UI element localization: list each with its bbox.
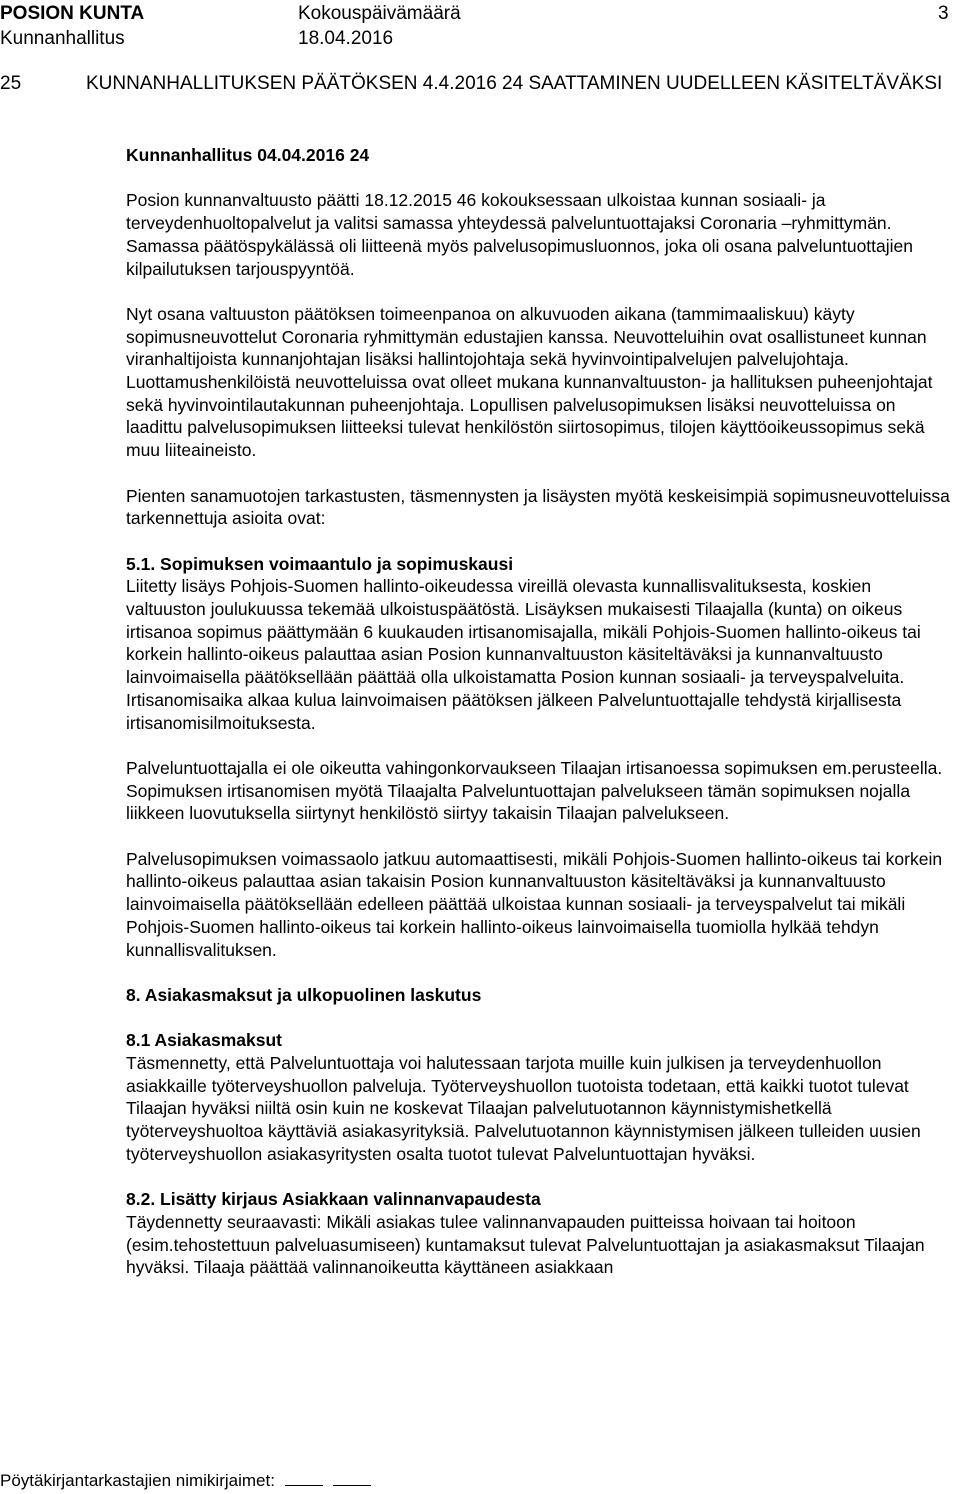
meeting-date-label: Kokouspäivämäärä <box>298 3 461 24</box>
subsection-heading: 8.1 Asiakasmaksut <box>126 1030 282 1051</box>
section-heading <box>0 72 960 122</box>
page-footer <box>0 1470 960 1494</box>
paragraph: Palvelusopimuksen voimassaolo jatkuu automaattisesti, mikäli Pohjois-Suomen hallinto-oikeus tai korkein hallinto-oikeus palauttaa asian takaisin Posion kunnanvaltuuston käsiteltäväksi ja kunnanvaltuusto lainvoimaisella päätöksellään edelleen päättää ulkoistaa kunnan sosiaali- ja terveyspalvelut tai mikäli Pohjois-Suomen hallinto-oikeus tai korkein hallinto-oikeus lainvoimaisella tuomiolla hylkää tehdyn kunnallisvalituksen. <box>126 848 943 960</box>
section-title: KUNNANHALLITUKSEN PÄÄTÖKSEN 4.4.2016 24 SAATTAMINEN UUDELLEEN KÄSITELTÄVÄKSI <box>86 73 943 94</box>
paragraph: Posion kunnanvaltuusto päätti 18.12.2015 46 kokouksessaan ulkoistaa kunnan sosiaali- ja terveydenhuoltopalvelut ja valitsi samassa yhteydessä palveluntuottajaksi Coronaria –ryhmittymän. Samassa päätöspykälässä oli liitteenä myös palvelusopimusluonnos, joka oli osana palveluntuottajien kilpailutuksen tarjouspyyntöä. <box>126 190 913 279</box>
paragraph: Täsmennetty, että Palveluntuottaja voi halutessaan tarjota muille kuin julkisen ja terveydenhuollon asiakkaille työterveyshuollon palveluja. Työterveyshuollon tuotoista todetaan, että kaikki tuotot tulevat Tilaajan hyväksi niiltä osin kuin ne koskevat Tilaajan palvelutuotannon käynnistymishetkellä työterveyshuoltoa käyttäviä asiakasyrityksiä. Palvelutuotannon käynnistymisen jälkeen tulleiden uusien työterveyshuollon asiakasyritysten osalta tuotot tulevat Palveluntuottajan hyväksi. <box>126 1053 921 1164</box>
body-name: Kunnanhallitus <box>0 28 125 49</box>
subsection-heading: 8.2. Lisätty kirjaus Asiakkaan valinnanvapaudesta <box>126 1189 541 1210</box>
meeting-date: 18.04.2016 <box>298 28 394 49</box>
paragraph: Palveluntuottajalla ei ole oikeutta vahingonkorvaukseen Tilaajan irtisanoessa sopimuksen em.perusteella. Sopimuksen irtisanomisen myötä Tilaajalta Palveluntuottajan palvelukseen tämän sopimuksen nojalla liikkeen luovutuksella siirtynyt henkilöstö siirtyy takaisin Tilaajan palvelukseen. <box>126 757 943 824</box>
initials-label: Pöytäkirjantarkastajien nimikirjaimet: <box>0 1471 275 1490</box>
paragraph: Liitetty lisäys Pohjois-Suomen hallinto-oikeudessa vireillä olevasta kunnallisvalituksesta, koskien valtuuston joulukuussa tekemää ulkoistuspäätöstä. Lisäyksen mukaisesti Tilaajalla (kunta) on oikeus irtisanoa sopimus päättymään 6 kuukauden irtisanomisajalla, mikäli Pohjois-Suomen hallinto-oikeus tai korkein hallinto-oikeus palauttaa asian Posion kunnanvaltuuston käsiteltäväksi ja kunnanvaltuusto lainvoimaisella päätöksellään päättää olla ulkoistamatta Posion kunnan sosiaali- ja terveyspalveluita. Irtisanomisaika alkaa kulua lainvoimaisen päätöksen jälkeen Palveluntuottajalle tehdystä kirjallisesta irtisanomisilmoituksesta. <box>126 576 921 733</box>
paragraph: Täydennetty seuraavasti: Mikäli asiakas tulee valinnanvapauden puitteissa hoivaan tai hoitoon (esim.tehostettuun palveluasumiseen) kuntamaksut tulevat Palveluntuottajan ja asiakasmaksut Tilaajan hyväksi. Tilaaja päättää valinnanoikeutta käyttäneen asiakkaan <box>126 1211 925 1278</box>
subsection-heading: 5.1. Sopimuksen voimaantulo ja sopimuskausi <box>126 553 514 574</box>
organization-name: POSION KUNTA <box>0 3 145 24</box>
meeting-reference: Kunnanhallitus 04.04.2016 24 <box>126 145 370 165</box>
page-header <box>0 0 960 52</box>
document-body <box>126 144 954 1279</box>
paragraph: Nyt osana valtuuston päätöksen toimeenpanoa on alkuvuoden aikana (tammimaaliskuu) käyty sopimusneuvottelut Coronaria ryhmittymän edustajien kanssa. Neuvotteluihin ovat osallistuneet kunnan viranhaltijoista kunnanjohtajan lisäksi hallintojohtaja sekä hyvinvointipalvelujen palvelujohtaja. Luottamushenkilöistä neuvotteluissa ovat olleet mukana kunnanvaltuuston- ja hallituksen puheenjohtajat sekä hyvinvointilautakunnan puheenjohtaja. Lopullisen palvelusopimuksen lisäksi neuvotteluissa on laadittu palvelusopimuksen liitteeksi tulevat henkilöstön siirtosopimus, tilojen käyttöoikeussopimus sekä muu liiteaineisto. <box>126 303 933 461</box>
subsection-heading: 8. Asiakasmaksut ja ulkopuolinen laskutus <box>126 984 482 1005</box>
initials-blank <box>333 1470 371 1486</box>
page-number: 3 <box>938 3 949 24</box>
initials-blank <box>285 1470 323 1486</box>
paragraph: Pienten sanamuotojen tarkastusten, täsmennysten ja lisäysten myötä keskeisimpiä sopimusneuvotteluissa tarkennettuja asioita ovat: <box>126 485 950 529</box>
section-number: 25 <box>0 73 22 94</box>
